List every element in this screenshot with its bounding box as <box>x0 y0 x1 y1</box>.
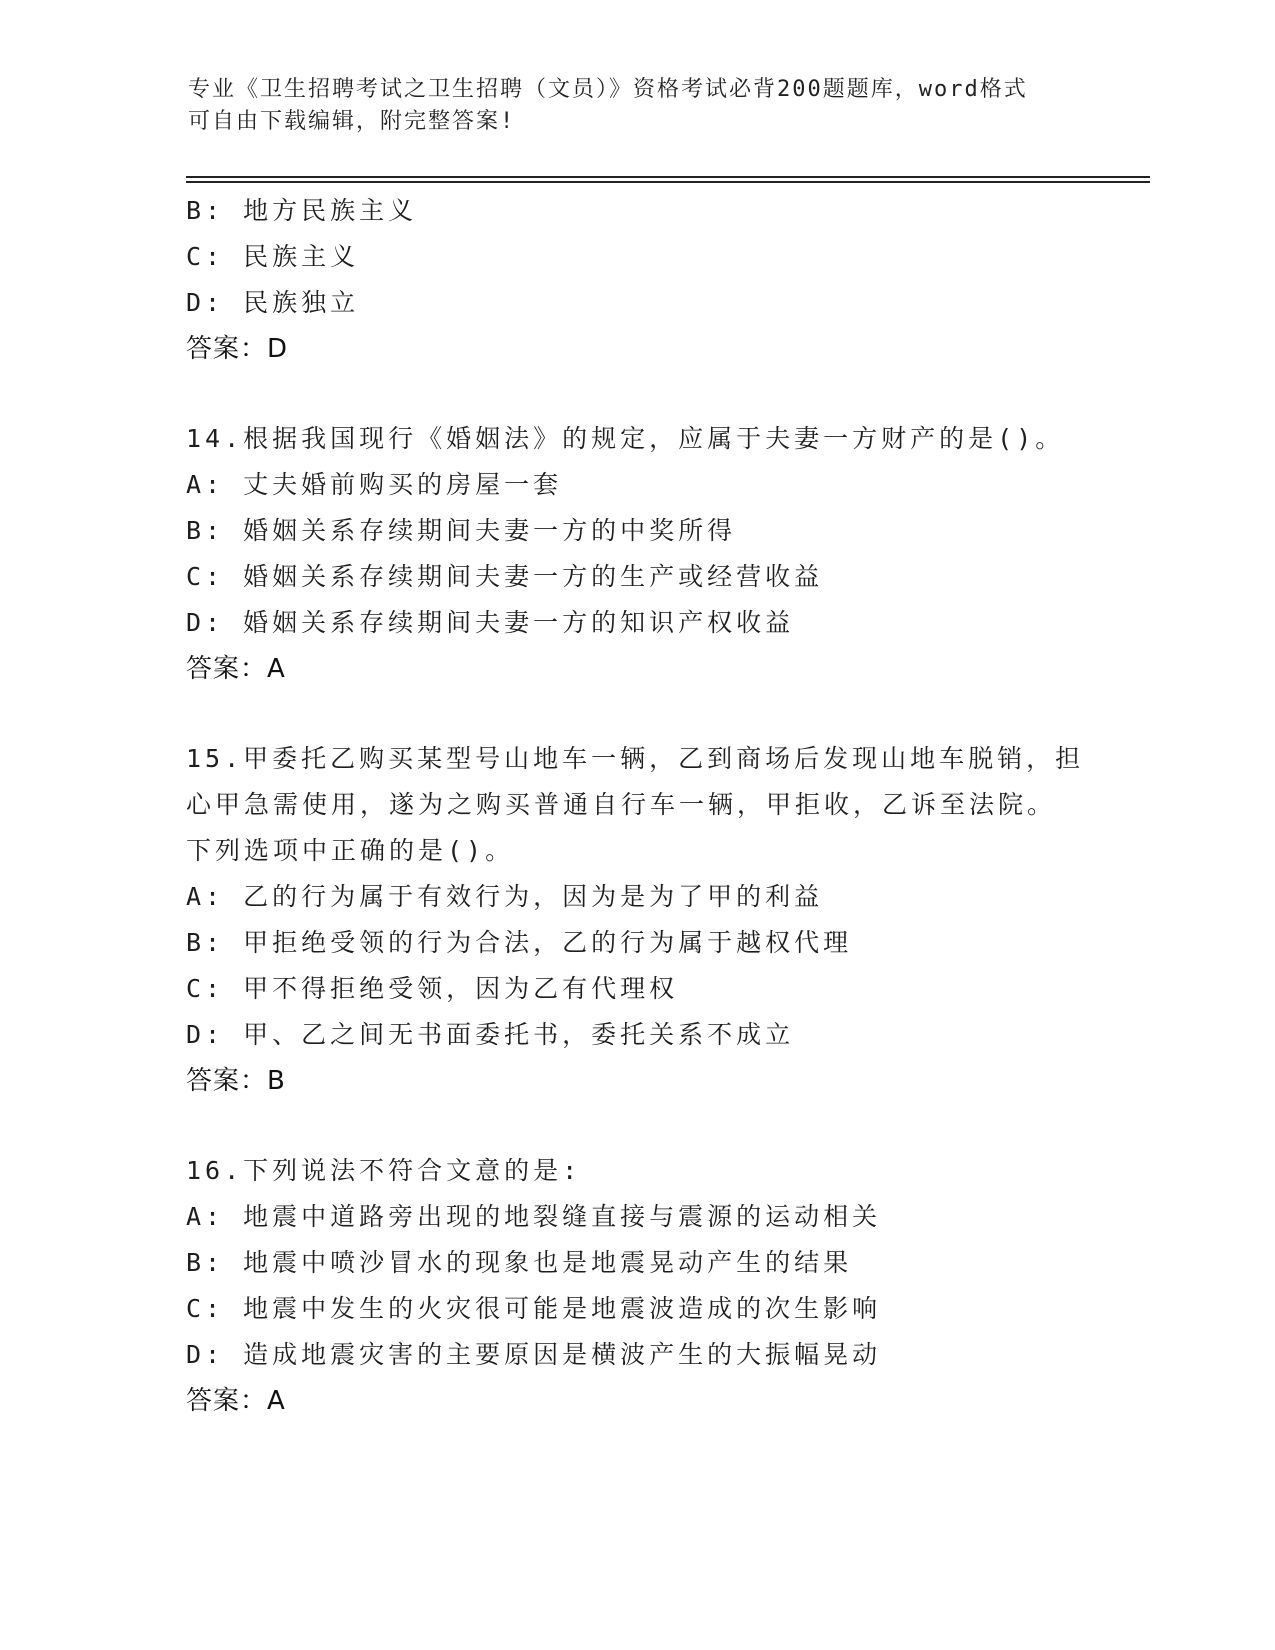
option-b: B: 地震中喷沙冒水的现象也是地震晃动产生的结果 <box>186 1248 853 1277</box>
option-a: A: 地震中道路旁出现的地裂缝直接与震源的运动相关 <box>186 1202 882 1231</box>
option-b: B: 甲拒绝受领的行为合法，乙的行为属于越权代理 <box>186 928 853 957</box>
question-stem: 14.根据我国现行《婚姻法》的规定，应属于夫妻一方财产的是()。 <box>186 424 1065 453</box>
question-16 <box>186 1148 1126 1424</box>
question-stem-line-3: 下列选项中正确的是()。 <box>186 836 515 865</box>
option-d: D: 造成地震灾害的主要原因是横波产生的大振幅晃动 <box>186 1340 882 1369</box>
question-stem-line-1: 15.甲委托乙购买某型号山地车一辆，乙到商场后发现山地车脱销，担 <box>186 744 1085 773</box>
question-15 <box>186 736 1126 1104</box>
option-b: B: 婚姻关系存续期间夫妻一方的中奖所得 <box>186 516 737 545</box>
header-line-1: 专业《卫生招聘考试之卫生招聘（文员）》资格考试必背200题题库，word格式 <box>188 77 1028 102</box>
option-c: C: 民族主义 <box>186 242 360 271</box>
question-list <box>186 188 1126 1424</box>
answer: 答案：B <box>186 1066 286 1096</box>
header-divider-top <box>186 176 1150 178</box>
option-c: C: 地震中发生的火灾很可能是地震波造成的次生影响 <box>186 1294 882 1323</box>
option-c: C: 甲不得拒绝受领，因为乙有代理权 <box>186 974 679 1003</box>
question-stem-line-2: 心甲急需使用，遂为之购买普通自行车一辆，甲拒收，乙诉至法院。 <box>186 790 1057 819</box>
option-a: A: 丈夫婚前购买的房屋一套 <box>186 470 563 499</box>
option-a: A: 乙的行为属于有效行为，因为是为了甲的利益 <box>186 882 824 911</box>
option-c: C: 婚姻关系存续期间夫妻一方的生产或经营收益 <box>186 562 824 591</box>
header-line-2: 可自由下载编辑，附完整答案! <box>188 109 516 134</box>
question-14 <box>186 416 1126 692</box>
option-d: D: 甲、乙之间无书面委托书，委托关系不成立 <box>186 1020 795 1049</box>
question-stem: 16.下列说法不符合文意的是: <box>186 1156 582 1185</box>
answer: 答案：D <box>186 334 289 364</box>
answer: 答案：A <box>186 654 286 684</box>
document-header <box>188 74 1088 138</box>
answer: 答案：A <box>186 1386 286 1416</box>
option-d: D: 民族独立 <box>186 288 360 317</box>
header-divider-bottom <box>186 181 1150 183</box>
option-b: B: 地方民族主义 <box>186 196 418 225</box>
option-d: D: 婚姻关系存续期间夫妻一方的知识产权收益 <box>186 608 795 637</box>
question-13-tail <box>186 188 1126 372</box>
